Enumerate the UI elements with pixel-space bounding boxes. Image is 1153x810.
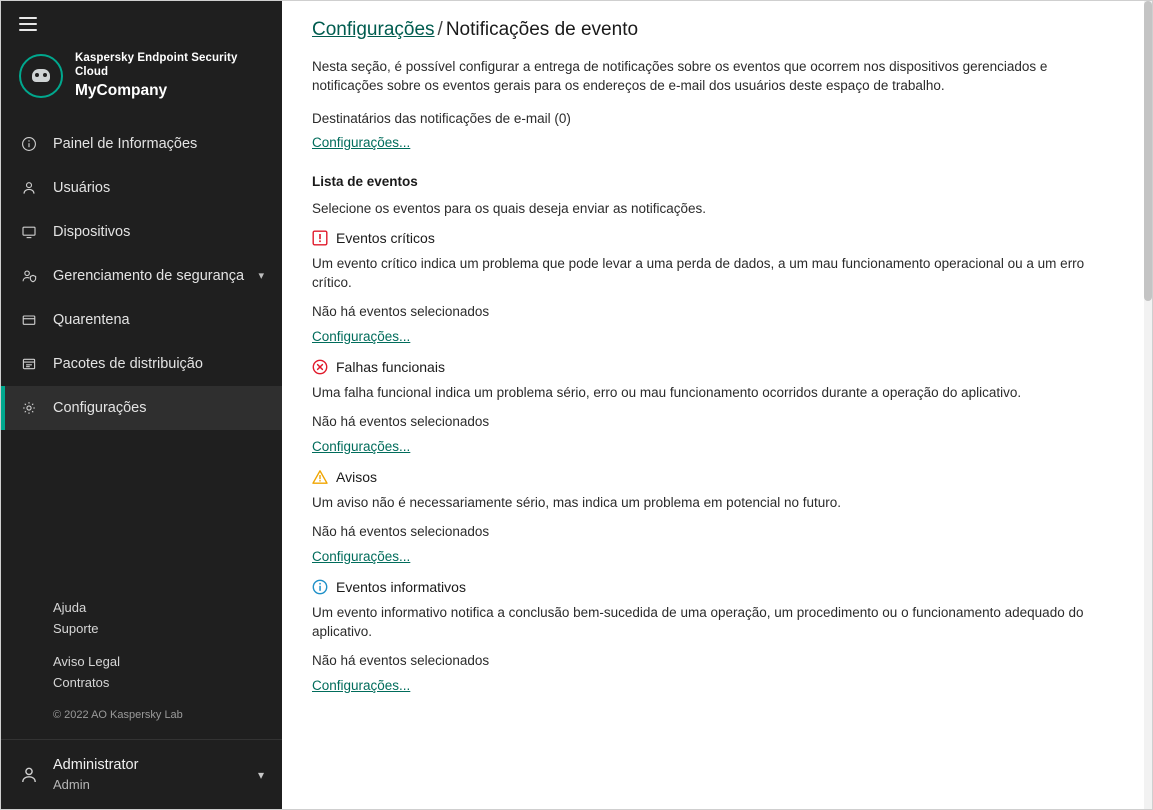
email-recipients-settings-link[interactable]: Configurações...: [312, 135, 411, 150]
sidebar-item-configuracoes[interactable]: [1, 386, 282, 430]
footer-link-suporte[interactable]: Suporte: [53, 621, 99, 636]
sidebar-item-label: Gerenciamento de segurança: [53, 268, 245, 285]
menu-toggle-button[interactable]: [1, 1, 282, 45]
event-group-description: Um aviso não é necessariamente sério, mas indica um problema em potencial no futuro.: [312, 495, 842, 510]
warning-triangle-icon: [312, 469, 328, 485]
info-circle-icon: [312, 579, 328, 595]
sidebar-item-label: Usuários: [53, 180, 111, 197]
footer-link-contratos[interactable]: Contratos: [53, 675, 110, 690]
user-icon: [19, 765, 39, 785]
breadcrumb-separator: /: [437, 19, 443, 40]
company-name: MyCompany: [75, 81, 168, 99]
event-group-status: Não há eventos selecionados: [312, 414, 490, 429]
account-role: Admin: [53, 776, 90, 792]
events-list-title: Lista de eventos: [312, 174, 418, 189]
event-group-description: Uma falha funcional indica um problema sério, erro ou mau funcionamento ocorridos durante a operação do aplicativo.: [312, 385, 1022, 400]
sidebar-footer-links: [1, 597, 282, 693]
sidebar-item-pacotes-de-distribuicao[interactable]: [1, 342, 282, 386]
event-group-functional-failures: [312, 359, 1122, 456]
breadcrumb-link-configuracoes[interactable]: Configurações: [312, 19, 435, 40]
account-name: Administrator: [53, 756, 139, 773]
copyright-text: © 2022 AO Kaspersky Lab: [53, 709, 183, 721]
event-group-status: Não há eventos selecionados: [312, 524, 490, 539]
content-scrollbar[interactable]: [1144, 1, 1152, 809]
sidebar-item-label: Painel de Informações: [53, 136, 198, 153]
event-group-title: Falhas funcionais: [336, 359, 445, 375]
event-group-description: Um evento informativo notifica a conclusão bem-sucedida de uma operação, um procedimento ou o funcionamento adequado do aplicativo.: [312, 605, 1084, 639]
sidebar-item-label: Configurações: [53, 400, 147, 417]
events-list-subtext: Selecione os eventos para os quais deseja enviar as notificações.: [312, 201, 706, 216]
event-group-warnings: [312, 469, 1122, 566]
package-icon: [19, 354, 39, 374]
shield-user-icon: [19, 266, 39, 286]
event-group-critical: [312, 230, 1122, 346]
sidebar-item-label: Quarentena: [53, 312, 130, 329]
page-intro-text: Nesta seção, é possível configurar a entrega de notificações sobre os eventos que ocorrem nos dispositivos gerenciados e notificações sobre os eventos gerais para os endereços de e-mail dos usuários deste espaço de trabalho.: [312, 59, 1048, 93]
breadcrumb-current: Notificações de evento: [445, 19, 639, 40]
sidebar-spacer: [1, 430, 282, 597]
event-group-settings-link-functional-failures[interactable]: Configurações...: [312, 439, 411, 454]
sidebar-item-usuarios[interactable]: [1, 166, 282, 210]
kaspersky-logo-icon: [19, 54, 63, 98]
event-group-title: Eventos informativos: [336, 579, 466, 595]
info-circle-icon: [19, 134, 39, 154]
monitor-icon: [19, 222, 39, 242]
scrollbar-thumb[interactable]: [1144, 1, 1152, 301]
event-group-title: Eventos críticos: [336, 230, 435, 246]
email-recipients-label: Destinatários das notificações de e-mail (0): [312, 111, 571, 126]
event-group-description: Um evento crítico indica um problema que pode levar a uma perda de dados, a um mau funcionamento operacional ou a um erro crítico.: [312, 256, 1085, 290]
footer-links-gap: [53, 639, 282, 651]
sidebar-nav: [1, 122, 282, 430]
functional-failure-icon: [312, 359, 328, 375]
sidebar-item-gerenciamento-de-seguranca[interactable]: [1, 254, 282, 298]
chevron-down-icon[interactable]: ▾: [257, 767, 264, 782]
event-group-settings-link-critical[interactable]: Configurações...: [312, 329, 411, 344]
hamburger-icon: [19, 17, 37, 31]
chevron-down-icon[interactable]: ▾: [258, 269, 264, 282]
critical-error-icon: [312, 230, 328, 246]
breadcrumb: [312, 19, 1122, 41]
event-group-title: Avisos: [336, 469, 377, 485]
event-group-status: Não há eventos selecionados: [312, 304, 490, 319]
product-name: Kaspersky Endpoint Security Cloud: [75, 52, 238, 79]
footer-link-ajuda[interactable]: Ajuda: [53, 600, 87, 615]
sidebar: [1, 1, 282, 809]
sidebar-item-label: Dispositivos: [53, 224, 131, 241]
user-icon: [19, 178, 39, 198]
event-group-settings-link-informational[interactable]: Configurações...: [312, 678, 411, 693]
event-group-status: Não há eventos selecionados: [312, 653, 490, 668]
box-icon: [19, 310, 39, 330]
gear-icon: [19, 398, 39, 418]
sidebar-item-painel-de-informacoes[interactable]: [1, 122, 282, 166]
footer-link-aviso-legal[interactable]: Aviso Legal: [53, 654, 120, 669]
sidebar-item-label: Pacotes de distribuição: [53, 356, 203, 373]
sidebar-item-quarentena[interactable]: [1, 298, 282, 342]
main-content: [282, 1, 1152, 809]
event-group-informational: [312, 579, 1122, 695]
sidebar-item-dispositivos[interactable]: [1, 210, 282, 254]
account-menu[interactable]: [1, 739, 282, 809]
brand-header: [1, 45, 282, 110]
event-group-settings-link-warnings[interactable]: Configurações...: [312, 549, 411, 564]
